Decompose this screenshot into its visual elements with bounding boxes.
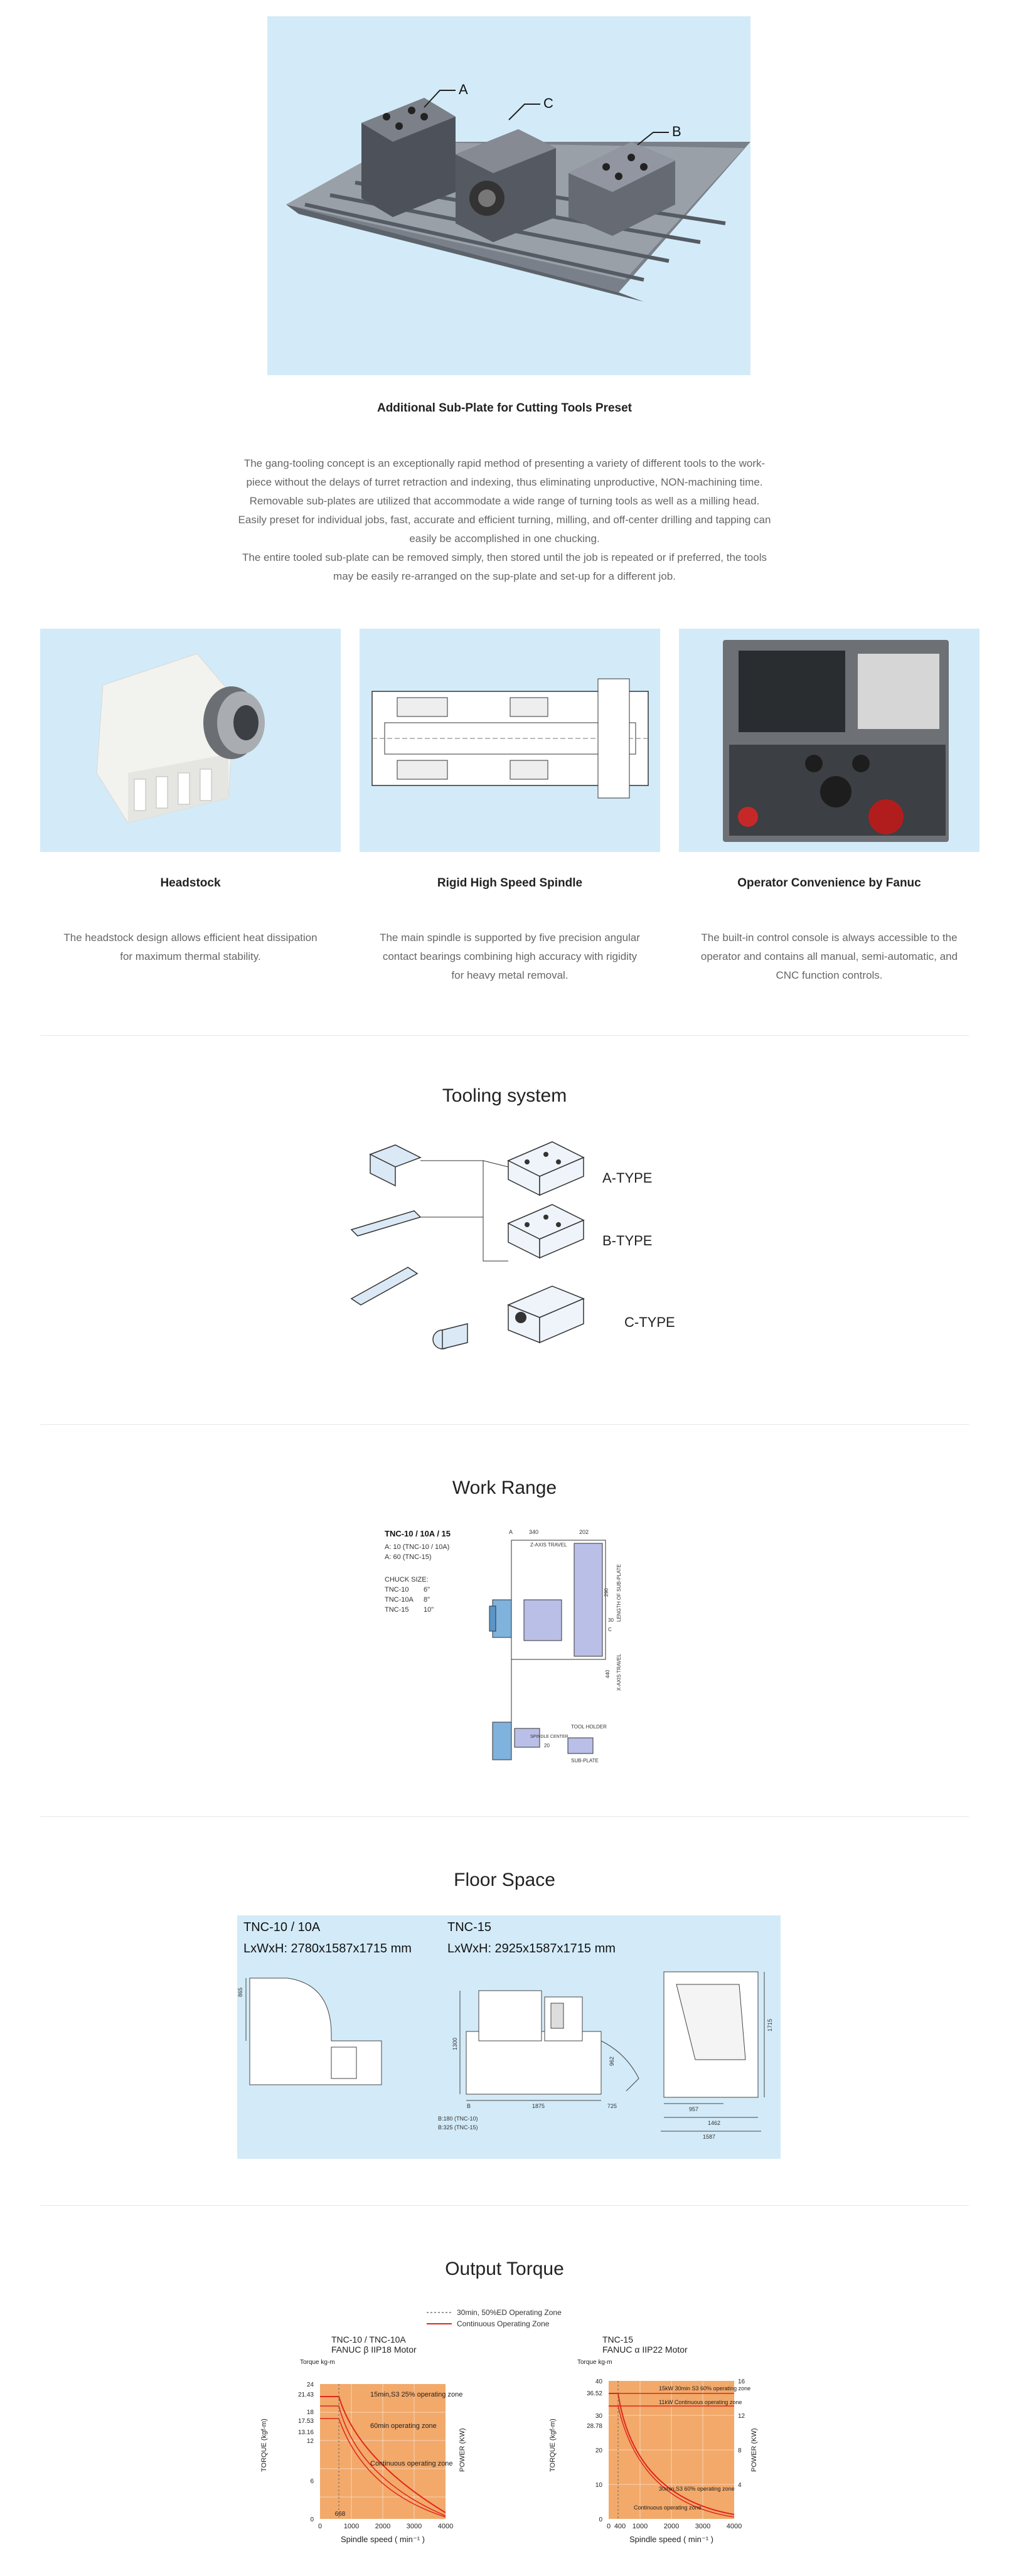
sub-plate-label: SUB-PLATE [571, 1758, 599, 1764]
dim-1300: 1300 [452, 2037, 458, 2050]
floor-space-panel [237, 1915, 781, 2159]
feature-title-headstock: Headstock [160, 876, 221, 890]
dim-1462: 1462 [708, 2120, 721, 2126]
dim-b-tnc15: B:325 (TNC-15) [438, 2124, 478, 2131]
zone-label: 11kW Continuous operating zone [659, 2399, 742, 2405]
dim-b-tnc10: B:180 (TNC-10) [438, 2116, 478, 2122]
zone-label: 60min operating zone [370, 2422, 437, 2430]
y-tick: 6 [310, 2478, 314, 2485]
desc-line: contact bearings combining high accuracy with rigidity [382, 950, 638, 962]
paragraph-line: The gang-tooling concept is an exceptionally rapid method of presenting a variety of different tools to the work- [243, 457, 766, 469]
model-dims: LxWxH: 2925x1587x1715 mm [447, 1942, 616, 1956]
y-title: Torque kg-m [577, 2359, 612, 2366]
chuck-size: 8" [424, 1596, 430, 1604]
divider [40, 2205, 969, 2206]
y-tick: 40 [595, 2378, 602, 2385]
feature-desc-headstock [40, 929, 341, 966]
b-type-label: B-TYPE [602, 1233, 653, 1248]
paragraph-line: Removable sub-plates are utilized that accommodate a wide range of turning tools as well as a milling head. [249, 495, 760, 507]
chart-motor: FANUC β IIP18 Motor [331, 2344, 417, 2355]
dim-340: 340 [529, 1529, 539, 1535]
sub-plate-illustration [267, 16, 750, 375]
zone-label: Continuous operating zone [634, 2504, 702, 2511]
legend-30min: 30min, 50%ED Operating Zone [457, 2308, 562, 2317]
label-c: C [543, 95, 553, 111]
y-tick: 0 [599, 2516, 602, 2523]
model-dims: LxWxH: 2780x1587x1715 mm [243, 1942, 412, 1956]
spec-line: A: 60 (TNC-15) [385, 1553, 432, 1561]
desc-line: operator and contains all manual, semi-automatic, and [700, 950, 958, 962]
paragraph-line: may be easily re-arranged on the sup-plate and set-up for a different job. [333, 570, 676, 582]
work-range-title: Work Range [452, 1477, 557, 1498]
y-label-right: POWER (KW) [750, 2428, 758, 2472]
output-torque-title: Output Torque [445, 2259, 564, 2279]
chuck-model: TNC-15 [385, 1606, 409, 1614]
zone-label: 30min,S3 60% operating zone [659, 2486, 735, 2492]
tooling-diagram [339, 1136, 690, 1374]
chart-model: TNC-15 [602, 2334, 634, 2344]
x-tick: 2000 [663, 2523, 680, 2530]
desc-line: for heavy metal removal. [451, 969, 569, 981]
y-tick: 21.43 [297, 2392, 314, 2398]
divider [40, 1035, 969, 1036]
y-right-tick: 4 [738, 2482, 742, 2489]
y-right-tick: 16 [738, 2378, 745, 2385]
feature-title-fanuc: Operator Convenience by Fanuc [737, 876, 921, 890]
spindle-image [360, 629, 660, 852]
dim-c: C [608, 1627, 612, 1632]
chuck-title: CHUCK SIZE: [385, 1576, 429, 1583]
chuck-model: TNC-10A [385, 1596, 414, 1604]
x-tick: 1000 [632, 2523, 648, 2530]
x-tick: 4000 [437, 2523, 454, 2530]
y-tick: 17.53 [297, 2418, 314, 2425]
zone-label: Continuous operating zone [370, 2460, 453, 2467]
sub-plate-length: LENGTH OF SUB-PLATE [616, 1564, 622, 1622]
tool-holder-label: TOOL HOLDER [571, 1724, 607, 1730]
x-tick: 4000 [726, 2523, 742, 2530]
y-tick: 12 [306, 2438, 314, 2445]
chuck-size: 6" [424, 1586, 430, 1594]
label-b: B [672, 124, 681, 139]
y-right-tick: 8 [738, 2447, 742, 2454]
dim-b: B [467, 2103, 471, 2109]
dim-1875: 1875 [532, 2103, 545, 2109]
y-label-right: POWER (KW) [459, 2428, 466, 2472]
headstock-image [40, 629, 341, 852]
x-tick: 0 [318, 2523, 323, 2530]
dim-962: 962 [609, 2056, 615, 2066]
spec-line: A: 10 (TNC-10 / 10A) [385, 1543, 450, 1551]
dim-725: 725 [607, 2103, 617, 2109]
x-tick: 3000 [406, 2523, 422, 2530]
a-type-label: A-TYPE [602, 1170, 653, 1186]
x-tick: 0 [606, 2523, 611, 2530]
y-tick: 36.52 [586, 2390, 602, 2397]
control-panel-image [679, 629, 980, 852]
dim-957: 957 [689, 2106, 699, 2112]
divider [40, 1424, 969, 1425]
torque-chart-tnc15 [540, 2334, 766, 2547]
chuck-size: 10" [424, 1606, 434, 1614]
dim-1715: 1715 [767, 2018, 773, 2031]
desc-line: CNC function controls. [776, 969, 883, 981]
zone-label: 15min,S3 25% operating zone [370, 2391, 463, 2398]
y-tick: 18 [306, 2409, 314, 2416]
desc-line: The headstock design allows efficient heat dissipation [63, 932, 318, 944]
dim-30: 30 [608, 1617, 614, 1623]
paragraph-line: Easily preset for individual jobs, fast, accurate and efficient turning, milling, and off-center drilling and tapping can [238, 514, 771, 526]
dim-202: 202 [579, 1529, 589, 1535]
legend-continuous: Continuous Operating Zone [457, 2319, 550, 2328]
y-right-tick: 12 [738, 2413, 745, 2420]
dim-290: 290 [604, 1588, 609, 1597]
spindle-center-label: SPINDLE CENTER [530, 1735, 569, 1739]
floor-space-title: Floor Space [454, 1870, 555, 1890]
x-tick: 3000 [695, 2523, 711, 2530]
hero-paragraph [0, 454, 1009, 586]
divider [40, 1816, 969, 1817]
label-a: A [459, 82, 468, 97]
dim-20: 20 [544, 1743, 550, 1748]
y-tick: 0 [310, 2516, 314, 2523]
x-extra-tick: 668 [334, 2511, 346, 2518]
torque-legend [427, 2307, 615, 2333]
y-tick: 13.16 [297, 2429, 314, 2436]
chart-model: TNC-10 / TNC-10A [331, 2334, 406, 2344]
y-title: Torque kg-m [300, 2359, 335, 2366]
dim-440: 440 [605, 1669, 611, 1678]
tooling-title: Tooling system [442, 1085, 567, 1106]
dim-865: 865 [237, 1987, 243, 1997]
y-tick: 30 [595, 2413, 602, 2420]
paragraph-line: easily be accomplished in one chucking. [409, 533, 600, 545]
zone-label: 15kW 30min S3 60% operating zone [659, 2385, 751, 2392]
y-tick: 28.78 [586, 2423, 602, 2430]
feature-title-spindle: Rigid High Speed Spindle [437, 876, 583, 890]
hero-caption: Additional Sub-Plate for Cutting Tools Preset [376, 402, 633, 415]
y-tick: 10 [595, 2482, 602, 2489]
x-tick: 2000 [375, 2523, 391, 2530]
hero-image [267, 16, 750, 375]
feature-desc-fanuc [679, 929, 980, 985]
x-tick: 400 [614, 2523, 626, 2530]
x-tick: 1000 [343, 2523, 360, 2530]
model-name: TNC-10 / 10A [243, 1920, 321, 1934]
feature-desc-spindle [360, 929, 660, 985]
c-type-label: C-TYPE [624, 1314, 675, 1330]
x-label: Spindle speed ( min⁻¹ ) [340, 2535, 425, 2544]
y-tick: 24 [306, 2382, 314, 2388]
paragraph-line: The entire tooled sub-plate can be removed simply, then stored until the job is repeated or if preferred, the tools [242, 551, 767, 563]
desc-line: for maximum thermal stability. [120, 950, 261, 962]
torque-chart-tnc10 [251, 2334, 477, 2547]
dim-a: A [509, 1529, 513, 1535]
y-label-left: TORQUE (kgf-m) [260, 2419, 268, 2472]
model-label: TNC-10 / 10A / 15 [385, 1529, 451, 1538]
chuck-model: TNC-10 [385, 1586, 409, 1594]
y-tick: 20 [595, 2447, 602, 2454]
z-axis-travel: Z-AXIS TRAVEL [530, 1542, 567, 1548]
desc-line: The main spindle is supported by five precision angular [380, 932, 640, 944]
dim-1587: 1587 [703, 2134, 716, 2140]
desc-line: The built-in control console is always accessible to the [701, 932, 958, 944]
x-axis-travel: X-AXIS TRAVEL [616, 1654, 622, 1691]
work-range-diagram [380, 1528, 643, 1772]
y-label-left: TORQUE (kgf-m) [549, 2419, 557, 2472]
model-name: TNC-15 [447, 1920, 492, 1934]
x-label: Spindle speed ( min⁻¹ ) [629, 2535, 714, 2544]
paragraph-line: piece without the delays of turret retraction and indexing, thus eliminating unproductive, NON-machining time. [246, 476, 763, 488]
chart-motor: FANUC α IIP22 Motor [602, 2344, 688, 2355]
